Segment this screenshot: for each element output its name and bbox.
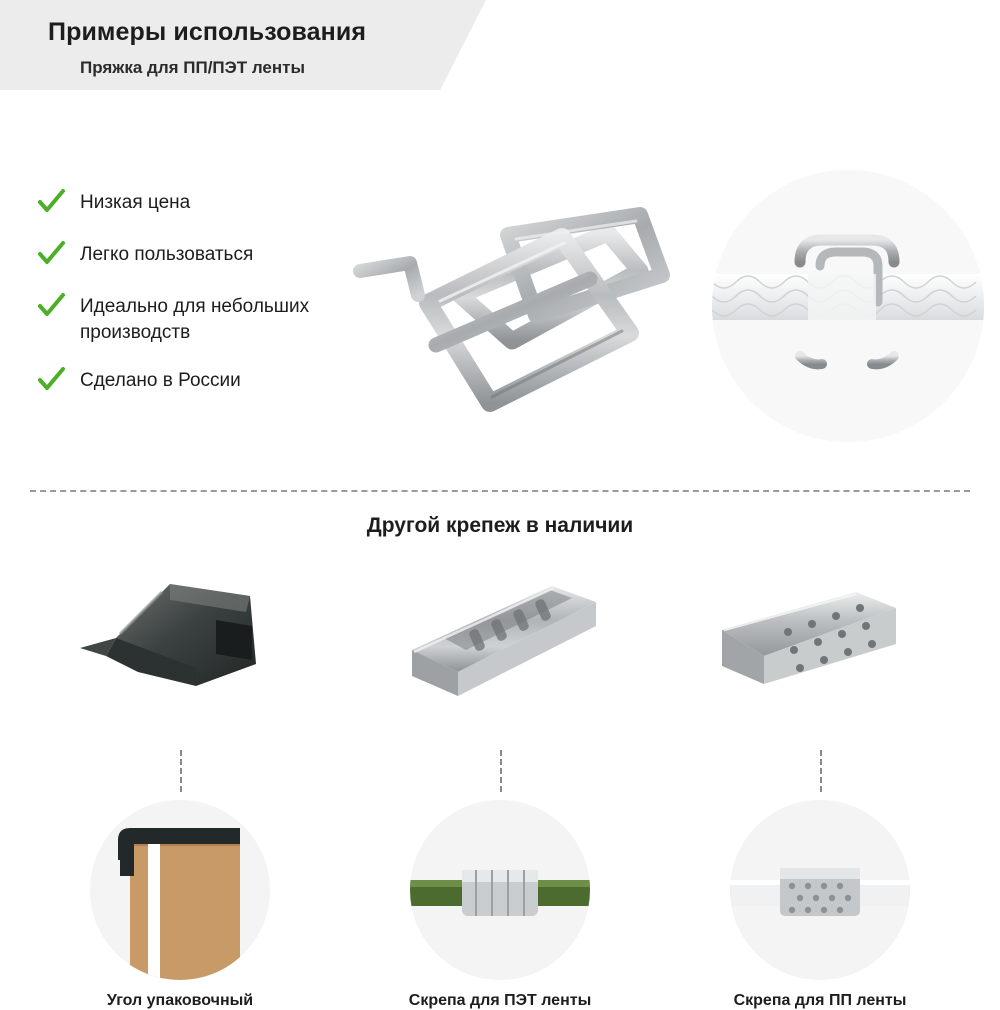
- connector-line: [180, 750, 182, 792]
- header: [0, 0, 1000, 90]
- product-photo-pet-seal: [340, 560, 660, 735]
- list-item: [36, 190, 366, 220]
- product-photo-pp-seal: [660, 560, 980, 735]
- product-item-pet-seal: [340, 560, 660, 1009]
- list-item: [36, 294, 366, 346]
- page-subtitle: Пряжка для ПП/ПЭТ ленты: [80, 58, 305, 77]
- list-item: [36, 242, 366, 272]
- check-icon: [36, 187, 66, 217]
- section-title: Другой крепеж в наличии: [366, 514, 634, 537]
- photo-buckle-on-strap: [712, 170, 984, 442]
- section-divider: [30, 490, 970, 492]
- product-photo-corner: [20, 560, 340, 735]
- feature-label: Сделано в России: [80, 370, 241, 391]
- connector-line: [500, 750, 502, 792]
- list-item: [36, 368, 366, 398]
- feature-label: Идеально для небольших производств: [80, 296, 310, 343]
- item-caption: Угол упаковочный: [106, 992, 254, 1009]
- item-caption: Скрепа для ПП ленты: [733, 992, 907, 1009]
- photo-pp-seal-in-use: [730, 800, 910, 980]
- feature-label: Низкая цена: [80, 192, 191, 213]
- connector-line: [820, 750, 822, 792]
- page-title: Примеры использования: [48, 18, 367, 46]
- check-icon: [36, 291, 66, 321]
- feature-label: Легко пользоваться: [80, 244, 254, 265]
- photo-corner-in-use: [90, 800, 270, 980]
- feature-list: [36, 190, 366, 420]
- product-item-corner: [20, 560, 340, 1009]
- check-icon: [36, 365, 66, 395]
- product-photo-buckle: [340, 175, 700, 445]
- product-item-pp-seal: [660, 560, 980, 1009]
- photo-pet-seal-in-use: [410, 800, 590, 980]
- item-caption: Скрепа для ПЭТ ленты: [408, 992, 592, 1009]
- check-icon: [36, 239, 66, 269]
